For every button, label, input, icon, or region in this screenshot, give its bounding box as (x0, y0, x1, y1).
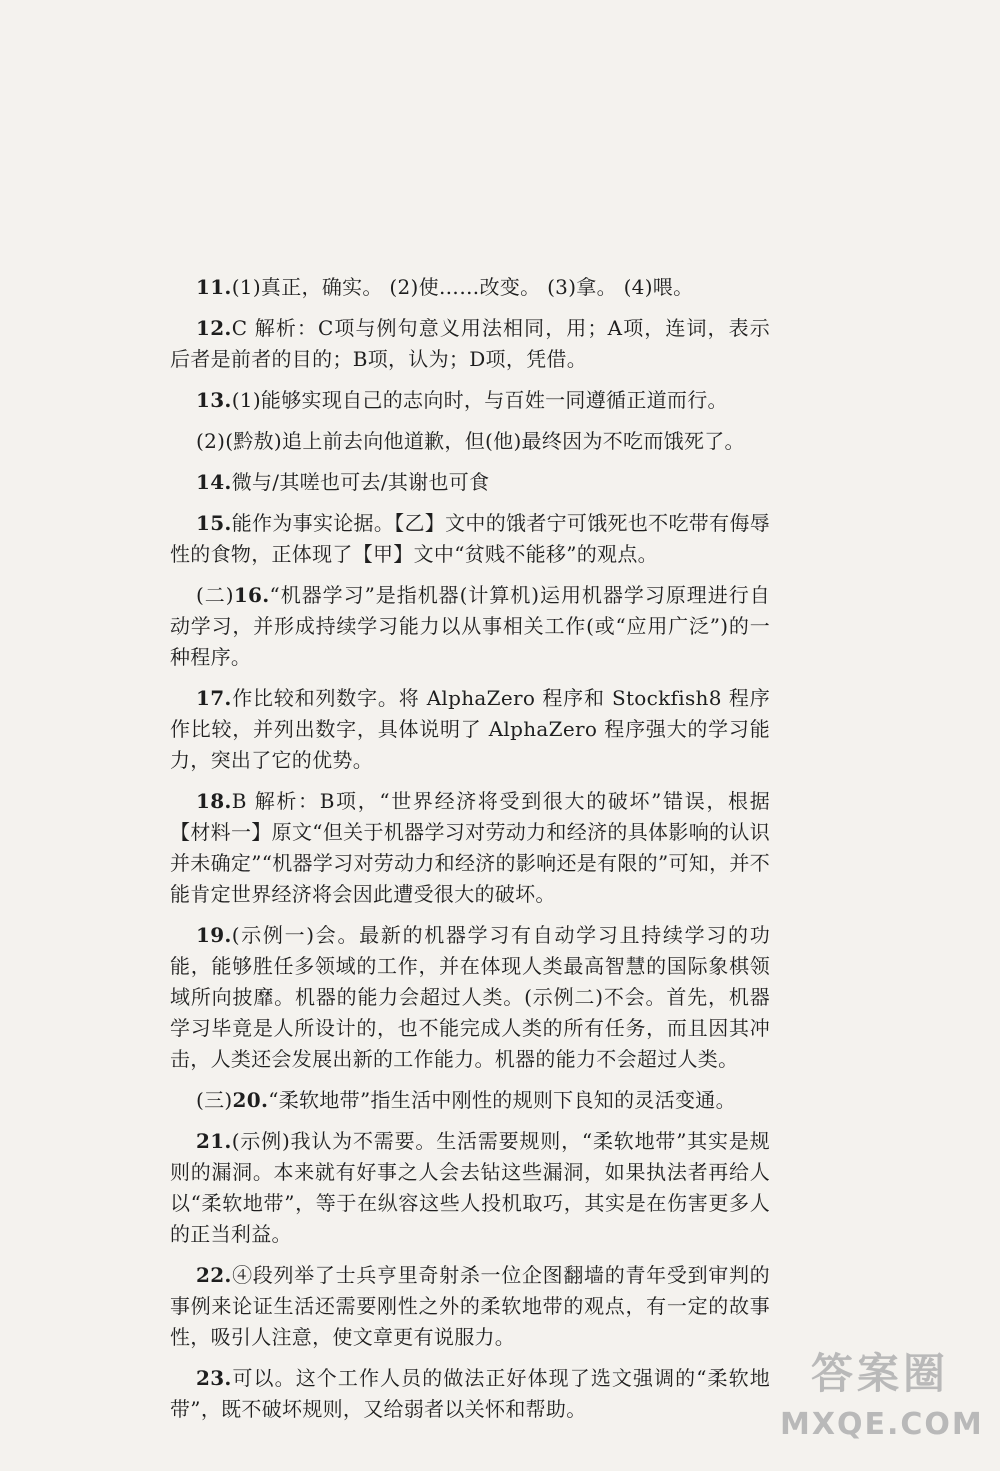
answer-17: 17.作比较和列数字。将 AlphaZero 程序和 Stockfish8 程序作比较，并列出数字，具体说明了 AlphaZero 程序强大的学习能力，突出了它的优势。 (170, 686, 770, 772)
answer-list (170, 272, 770, 1425)
answer-11: 11.(1)真正，确实。 (2)使……改变。 (3)拿。 (4)喂。 (196, 275, 694, 299)
answer-15: 15.能作为事实论据。【乙】文中的饿者宁可饿死也不吃带有侮辱性的食物，正体现了【甲】文中“贫贱不能移”的观点。 (170, 511, 770, 566)
answer-13-part2: (2)(黔敖)追上前去向他道歉，但(他)最终因为不吃而饿死了。 (196, 429, 745, 453)
answer-12: 12.C 解析：C项与例句意义用法相同，用；A项，连词，表示后者是前者的目的；B项，认为；D项，凭借。 (170, 316, 770, 371)
watermark-logo: 答案圈 (810, 1349, 949, 1398)
answer-18: 18.B 解析：B项，“世界经济将受到很大的破坏”错误，根据【材料一】原文“但关于机器学习对劳动力和经济的具体影响的认识并未确定”“机器学习对劳动力和经济的影响还是有限的”可知，并不能肯定世界经济将会因此遭受很大的破坏。 (170, 789, 770, 906)
answer-23: 23.可以。这个工作人员的做法正好体现了选文强调的“柔软地带”，既不破坏规则，又给弱者以关怀和帮助。 (170, 1366, 770, 1421)
answer-20: (三)20.“柔软地带”指生活中刚性的规则下良知的灵活变通。 (196, 1088, 736, 1112)
answer-21: 21.(示例)我认为不需要。生活需要规则，“柔软地带”其实是规则的漏洞。本来就有好事之人会去钻这些漏洞，如果执法者再给人以“柔软地带”，等于在纵容这些人投机取巧，其实是在伤害更多人的正当利益。 (170, 1129, 770, 1246)
watermark-url: MXQE.COM (780, 1407, 984, 1442)
answer-19: 19.(示例一)会。最新的机器学习有自动学习且持续学习的功能，能够胜任多领域的工作，并在体现人类最高智慧的国际象棋领域所向披靡。机器的能力会超过人类。(示例二)不会。首先，机器学习毕竟是人所设计的，也不能完成人类的所有任务，而且因其冲击，人类还会发展出新的工作能力。机器的能力不会超过人类。 (170, 923, 770, 1071)
answer-22: 22.④段列举了士兵亨里奇射杀一位企图翻墙的青年受到审判的事例来论证生活还需要刚性之外的柔软地带的观点，有一定的故事性，吸引人注意，使文章更有说服力。 (170, 1263, 770, 1349)
answer-14: 14.微与/其嗟也可去/其谢也可食 (196, 470, 490, 494)
answer-16: (二)16.“机器学习”是指机器(计算机)运用机器学习原理进行自动学习，并形成持续学习能力以从事相关工作(或“应用广泛”)的一种程序。 (170, 583, 770, 669)
watermark (780, 1341, 984, 1451)
answer-13-part1: 13.(1)能够实现自己的志向时，与百姓一同遵循正道而行。 (196, 388, 728, 412)
